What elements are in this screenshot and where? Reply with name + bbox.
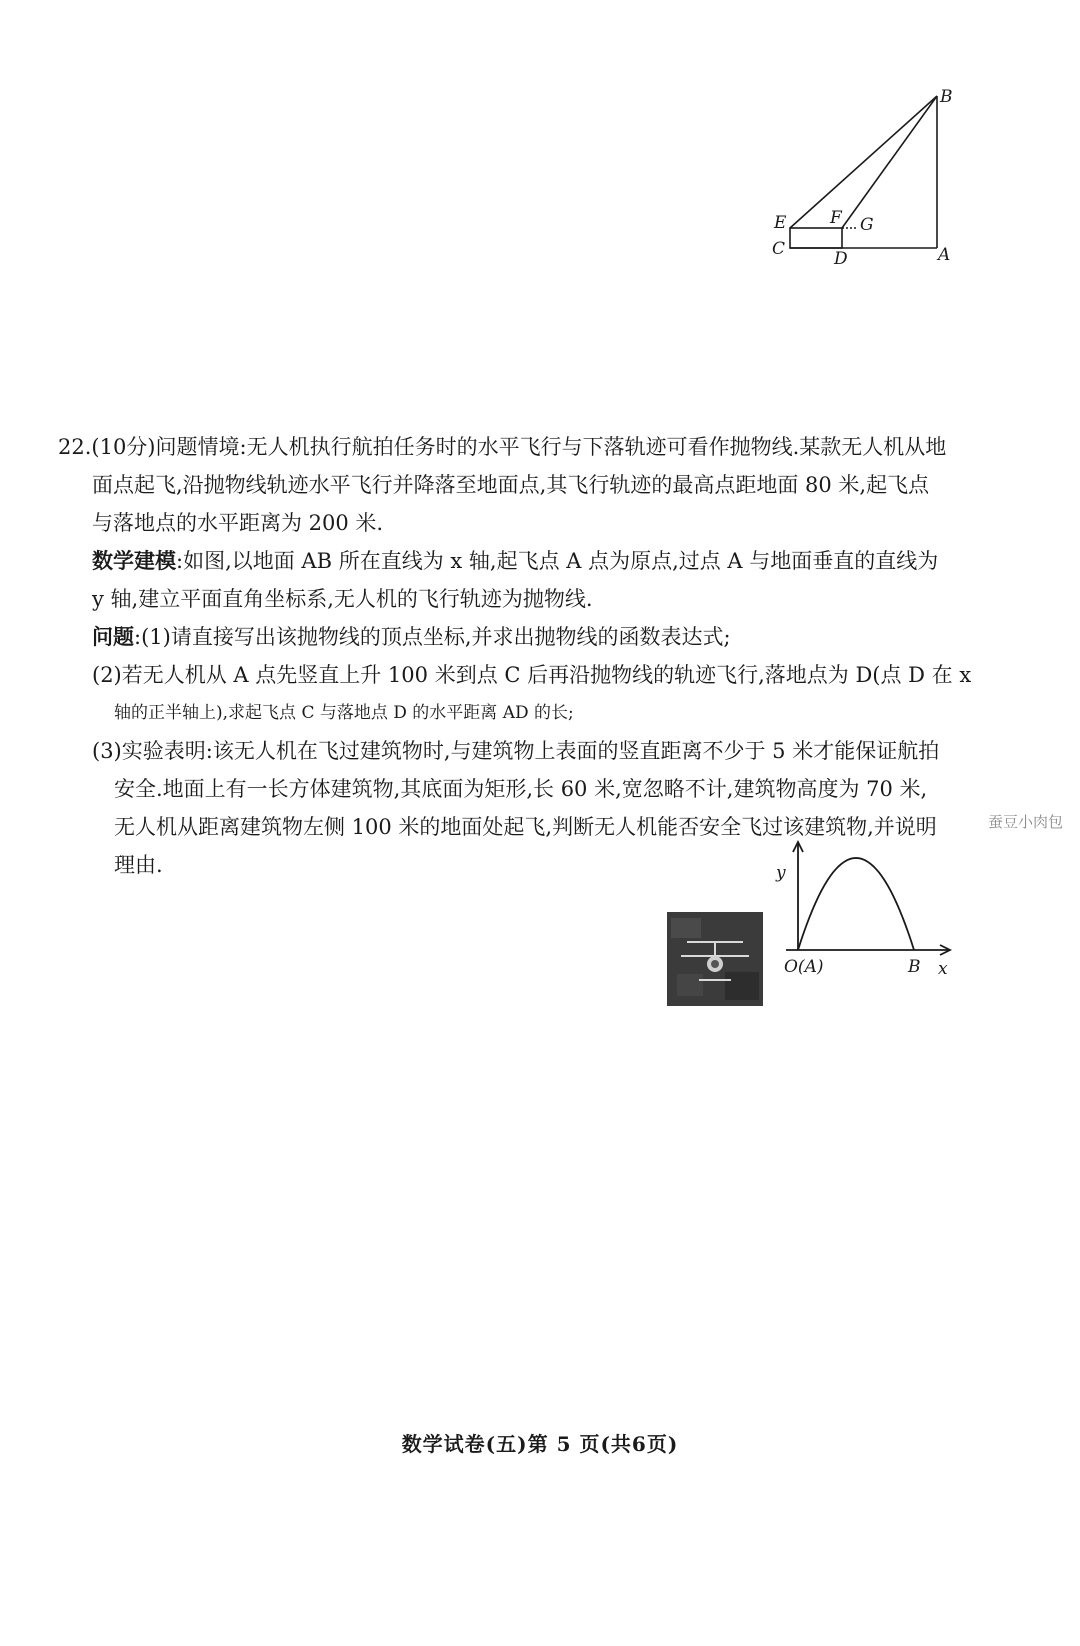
rect-cedf [790, 228, 842, 248]
problem-line-3: 与落地点的水平距离为 200 米. [92, 511, 384, 535]
geometry-figure [772, 87, 1000, 278]
label-e: E [774, 213, 787, 233]
problem-22 [58, 428, 988, 884]
label-a: A [938, 245, 951, 265]
question-2-line-1: (2)若无人机从 A 点先竖直上升 100 米到点 C 后再沿抛物线的轨迹飞行,落地点为 D(点 D 在 x [92, 663, 972, 687]
origin-label: O(A) [784, 957, 824, 977]
label-d: D [834, 249, 848, 269]
question-heading: 问题 [92, 624, 134, 649]
line-fb [842, 96, 937, 228]
question-1-text: :(1)请直接写出该抛物线的顶点坐标,并求出抛物线的函数表达式; [134, 625, 731, 649]
modeling-text-1: :如图,以地面 AB 所在直线为 x 轴,起飞点 A 点为原点,过点 A 与地面垂直的直线为 [176, 549, 939, 573]
parabola-figure [776, 848, 1000, 1030]
question-3-line-2: 安全.地面上有一长方体建筑物,其底面为矩形,长 60 米,宽忽略不计,建筑物高度为 70 米, [114, 777, 928, 801]
watermark: 蚕豆小肉包 [988, 813, 1064, 831]
modeling-line-2: y 轴,建立平面直角坐标系,无人机的飞行轨迹为抛物线. [92, 587, 593, 611]
point-b-label: B [908, 957, 921, 977]
label-f: F [830, 208, 842, 228]
modeling-line-1 [58, 542, 988, 580]
label-c: C [772, 239, 786, 259]
problem-line-2: 面点起飞,沿抛物线轨迹水平飞行并降落至地面点,其飞行轨迹的最高点距地面 80 米,起飞点 [92, 473, 930, 497]
drone-photo [667, 912, 763, 1006]
label-b: B [940, 87, 953, 107]
parabola-svg [776, 848, 1000, 1030]
geometry-svg [772, 87, 1000, 278]
x-axis-label: x [938, 959, 948, 979]
page-footer: 数学试卷(五)第 5 页(共6页) [401, 1432, 679, 1456]
problem-line-1: 22.(10分)问题情境:无人机执行航拍任务时的水平飞行与下落轨迹可看作抛物线.某款无人机从地 [58, 435, 947, 459]
y-axis-label: y [776, 863, 786, 883]
drone-photo-svg [667, 912, 763, 1006]
question-2-line-2: 轴的正半轴上),求起飞点 C 与落地点 D 的水平距离 AD 的长; [114, 703, 574, 723]
modeling-heading: 数学建模 [92, 548, 176, 573]
line-eb [790, 96, 937, 228]
question-3-line-4: 理由. [114, 853, 163, 877]
parabola-curve [798, 858, 914, 950]
question-3-line-3: 无人机从距离建筑物左侧 100 米的地面处起飞,判断无人机能否安全飞过该建筑物,并说明 [114, 815, 937, 839]
label-g: G [860, 215, 874, 235]
question-1 [58, 618, 988, 656]
question-3-line-1: (3)实验表明:该无人机在飞过建筑物时,与建筑物上表面的竖直距离不少于 5 米才能保证航拍 [92, 739, 940, 763]
